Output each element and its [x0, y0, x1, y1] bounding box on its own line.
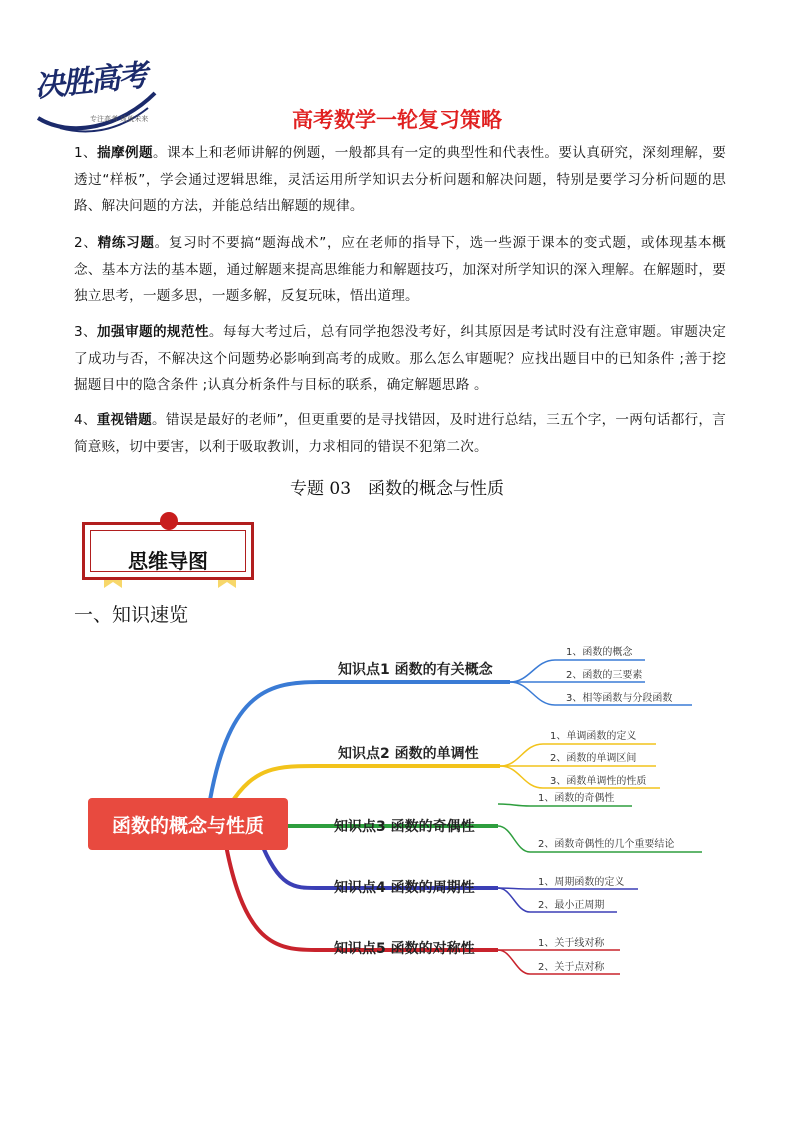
paragraph-number: 3、: [74, 324, 98, 340]
topic-label: 知识点4 函数的周期性: [334, 880, 475, 896]
topic-label: 知识点5 函数的对称性: [334, 941, 475, 957]
badge-label: 思维导图: [128, 549, 208, 573]
paragraph-body: 。复习时不要搞“题海战术”，应在老师的指导下，选一些源于课本的变式题，或体现基本概念、基本方法的基本题，通过解题来提高思维能力和解题技巧，加深对所学知识的深入理解。在解题时，要独立思考，一题多思，一题多解，反复玩味，悟出道理。: [74, 235, 726, 304]
section-heading: 一、知识速览: [74, 604, 189, 626]
logo-text: 决胜高考: [32, 58, 148, 105]
leaf-label: 3、函数单调性的性质: [550, 776, 647, 787]
strategy-paragraph-1: [74, 140, 726, 220]
leaf-label: 2、函数奇偶性的几个重要结论: [538, 839, 675, 850]
topic-title: 专题 03 函数的概念与性质: [289, 479, 505, 499]
paragraph-body: 。每每大考过后，总有同学抱怨没考好，纠其原因是考试时没有注意审题。审题决定了成功与否，不解决这个问题势必影响到高考的成败。那么怎么审题呢？应找出题目中的已知条件 ;善于挖掘题目中的隐含条件 ;认真分析条件与目标的联系，确定解题思路 。: [74, 324, 726, 393]
paragraph-heading: 揣摩例题: [97, 145, 153, 161]
topic-label: 知识点2 函数的单调性: [338, 746, 479, 762]
leaf-label: 1、关于线对称: [538, 938, 605, 949]
mindmap-badge: [80, 512, 258, 592]
paragraph-heading: 加强审题的规范性: [97, 324, 209, 340]
leaf-label: 2、函数的单调区间: [550, 753, 637, 764]
leaf-label: 2、关于点对称: [538, 962, 605, 973]
strategy-paragraph-2: [74, 230, 726, 310]
strategy-paragraph-3: [74, 319, 726, 399]
root-label: 函数的概念与性质: [111, 815, 265, 837]
leaf-label: 1、周期函数的定义: [538, 877, 625, 888]
topic-label: 知识点1 函数的有关概念: [338, 662, 493, 678]
leaf-label: 2、最小正周期: [538, 900, 605, 911]
paragraph-heading: 精练习题: [97, 235, 155, 251]
branch-1: [210, 682, 510, 800]
paragraph-number: 4、: [74, 412, 97, 428]
leaf-label: 1、单调函数的定义: [550, 731, 637, 742]
paragraph-number: 1、: [74, 145, 98, 161]
pin-icon: [160, 512, 178, 530]
leaf-label: 1、函数的概念: [566, 647, 633, 658]
leaf-label: 2、函数的三要素: [566, 670, 643, 681]
paragraph-body: 。课本上和老师讲解的例题，一般都具有一定的典型性和代表性。要认真研究，深刻理解，要透过“样板”，学会通过逻辑思维，灵活运用所学知识去分析问题和解决问题，特别是要学习分析问题的思路、解决问题的方法，并能总结出解题的规律。: [74, 145, 726, 214]
paragraph-number: 2、: [74, 235, 98, 251]
mind-map: [80, 630, 720, 990]
page-title: 高考数学一轮复习策略: [292, 108, 502, 132]
strategy-paragraph-4: [74, 407, 726, 460]
leaf-label: 1、函数的奇偶性: [538, 793, 615, 804]
paragraph-body: 。错误是最好的老师”，但更重要的是寻找错因，及时进行总结，三五个字，一两句话都行，言简意赅，切中要害，以利于吸取教训，力求相同的错误不犯第二次。: [74, 412, 726, 455]
topic-label: 知识点3 函数的奇偶性: [334, 819, 475, 835]
leaf-label: 3、相等函数与分段函数: [566, 693, 673, 704]
paragraph-heading: 重视错题: [96, 412, 152, 428]
logo-subtext: 专注高考 成就未来: [90, 115, 149, 123]
